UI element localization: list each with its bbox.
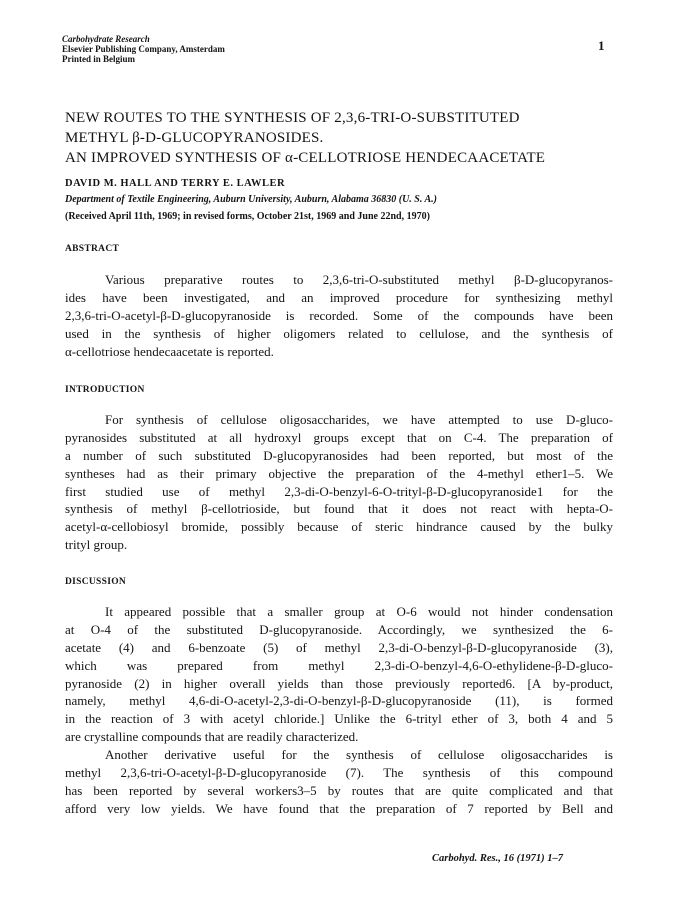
introduction-line: pyranosides substituted at all hydroxyl groups except that on C-4. The preparation of: [65, 429, 613, 445]
introduction-heading: INTRODUCTION: [65, 385, 145, 395]
abstract-heading: ABSTRACT: [65, 244, 120, 254]
introduction-line: For synthesis of cellulose oligosaccharides, we have attempted to use D-gluco-: [105, 412, 613, 427]
discussion-line: methyl 2,3,6-tri-O-acetyl-β-D-glucopyranoside (7). The synthesis of this compound: [65, 765, 613, 781]
introduction-body: [65, 411, 613, 554]
discussion-line: It appeared possible that a smaller group at O-6 would not hinder condensation: [105, 604, 613, 619]
abstract-line: used in the synthesis of higher oligomers related to cellulose, and the synthesis of: [65, 325, 613, 341]
title-line-3: AN IMPROVED SYNTHESIS OF α-CELLOTRIOSE HENDECAACETATE: [65, 150, 546, 166]
introduction-line: a number of such substituted D-glucopyranosides had been reported, but most of the: [65, 447, 613, 463]
discussion-line: at O-4 of the substituted D-glucopyranoside. Accordingly, we synthesized the 6-: [65, 621, 613, 637]
discussion-line: Another derivative useful for the synthesis of cellulose oligosaccharides is: [105, 747, 613, 763]
discussion-line: pyranoside (2) in higher overall yields than those previously reported6. [A by-product,: [65, 675, 613, 691]
journal-citation-footer: Carbohyd. Res., 16 (1971) 1–7: [432, 853, 563, 864]
discussion-line: are crystalline compounds that are readily characterized.: [65, 729, 359, 745]
discussion-line: namely, methyl 4,6-di-O-acetyl-2,3-di-O-benzyl-β-D-glucopyranoside (11), is formed: [65, 693, 613, 709]
discussion-body: [65, 603, 613, 818]
discussion-line: has been reported by several workers3–5 by routes that are quite complicated and that: [65, 782, 613, 798]
introduction-line: synthesis of methyl β-cellotrioside, but found that it does not react with hepta-O-: [65, 501, 613, 517]
abstract-line: 2,3,6-tri-O-acetyl-β-D-glucopyranoside is recorded. Some of the compounds have been: [65, 307, 613, 323]
abstract-line: ides have been investigated, and an improved procedure for synthesizing methyl: [65, 289, 613, 305]
introduction-line: trityl group.: [65, 537, 128, 553]
journal-name: Carbohydrate Research: [62, 34, 150, 44]
introduction-line: syntheses had as their primary objective the preparation of the 4-methyl ether1–5. We: [65, 465, 613, 481]
discussion-line: which was prepared from methyl 2,3-di-O-benzyl-4,6-O-ethylidene-β-D-gluco-: [65, 657, 613, 673]
title-line-1: NEW ROUTES TO THE SYNTHESIS OF 2,3,6-TRI-O-SUBSTITUTED: [65, 110, 520, 126]
abstract-line: α-cellotriose hendecaacetate is reported.: [65, 343, 274, 359]
page-number: 1: [598, 38, 605, 53]
discussion-line: acetate (4) and 6-benzoate (5) of methyl 2,3-di-O-benzyl-β-D-glucopyranoside (3),: [65, 639, 613, 655]
publisher-line: Elsevier Publishing Company, Amsterdam: [62, 44, 225, 54]
title-line-2: METHYL β-D-GLUCOPYRANOSIDES.: [65, 130, 324, 146]
introduction-line: acetyl-α-cellobiosyl bromide, possibly because of steric hindrance caused by the bulky: [65, 519, 613, 535]
abstract-body: [65, 271, 613, 360]
abstract-line: Various preparative routes to 2,3,6-tri-O-substituted methyl β-D-glucopyranos-: [105, 272, 613, 287]
received-dates: (Received April 11th, 1969; in revised forms, October 21st, 1969 and June 22nd, 1970): [65, 211, 430, 222]
affiliation: Department of Textile Engineering, Auburn University, Auburn, Alabama 36830 (U. S. A.): [65, 194, 437, 205]
authors: DAVID M. HALL AND TERRY E. LAWLER: [65, 178, 286, 189]
discussion-heading: DISCUSSION: [65, 577, 127, 587]
article-title: [65, 108, 625, 168]
journal-header: [62, 34, 225, 64]
introduction-line: first studied use of methyl 2,3-di-O-benzyl-6-O-trityl-β-D-glucopyranoside1 for the: [65, 483, 613, 499]
printed-line: Printed in Belgium: [62, 54, 136, 64]
discussion-line: in the reaction of 3 with acetyl chloride.] Unlike the 6-trityl ether of 3, both 4 and 5: [65, 711, 613, 727]
discussion-line: afford very low yields. We have found that the preparation of 7 reported by Bell and: [65, 800, 613, 816]
